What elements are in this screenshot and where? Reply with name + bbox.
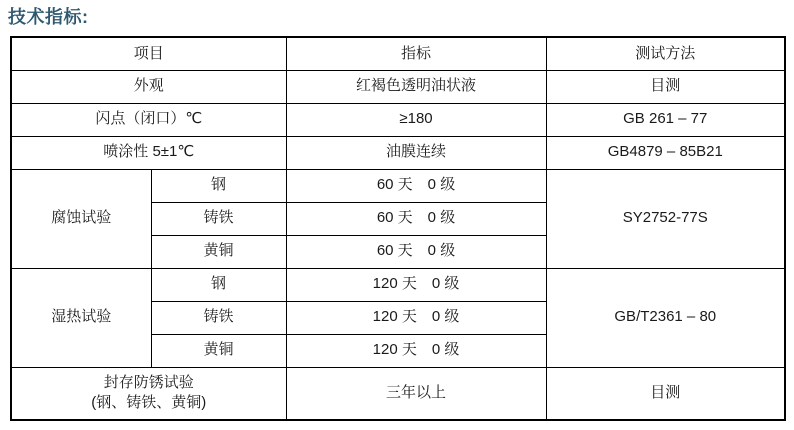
header-cell-item: 项目 [11, 37, 286, 70]
cell-sprayability-spec: 油膜连续 [286, 136, 546, 169]
table-row-appearance [11, 70, 785, 103]
table-header-row [11, 37, 785, 70]
cell-corrosion-steel-material: 钢 [151, 169, 286, 202]
page-title: 技术指标: [8, 7, 89, 27]
sealed-rust-item-line2: (钢、铸铁、黄铜) [91, 394, 207, 412]
cell-appearance-item: 外观 [11, 70, 286, 103]
table-row-flash-point [11, 103, 785, 136]
cell-sprayability-method: GB4879 – 85B21 [546, 136, 785, 169]
table-row-corrosion-steel [11, 169, 785, 202]
cell-sprayability-item: 喷涂性 5±1℃ [11, 136, 286, 169]
cell-damp-heat-steel-material: 钢 [151, 268, 286, 301]
table-row-sprayability [11, 136, 785, 169]
spec-table [10, 36, 786, 421]
cell-damp-heat-method: GB/T2361 – 80 [546, 268, 785, 367]
cell-corrosion-cast-iron-material: 铸铁 [151, 202, 286, 235]
table-row-damp-heat-steel [11, 268, 785, 301]
cell-flash-point-spec: ≥180 [286, 103, 546, 136]
cell-damp-heat-item: 湿热试验 [11, 268, 151, 367]
cell-damp-heat-cast-iron-spec: 120 天 0 级 [286, 301, 546, 334]
cell-corrosion-cast-iron-spec: 60 天 0 级 [286, 202, 546, 235]
cell-corrosion-brass-spec: 60 天 0 级 [286, 235, 546, 268]
cell-sealed-rust-item [11, 367, 286, 420]
header-cell-method: 测试方法 [546, 37, 785, 70]
cell-corrosion-item: 腐蚀试验 [11, 169, 151, 268]
cell-corrosion-method: SY2752-77S [546, 169, 785, 268]
cell-damp-heat-brass-spec: 120 天 0 级 [286, 334, 546, 367]
cell-flash-point-method: GB 261 – 77 [546, 103, 785, 136]
cell-flash-point-item: 闪点（闭口）℃ [11, 103, 286, 136]
cell-damp-heat-brass-material: 黄铜 [151, 334, 286, 367]
header-cell-spec: 指标 [286, 37, 546, 70]
table-row-sealed-rust [11, 367, 785, 420]
cell-sealed-rust-spec: 三年以上 [286, 367, 546, 420]
cell-appearance-spec: 红褐色透明油状液 [286, 70, 546, 103]
cell-corrosion-brass-material: 黄铜 [151, 235, 286, 268]
sealed-rust-item-line1: 封存防锈试验 [103, 374, 194, 391]
cell-damp-heat-cast-iron-material: 铸铁 [151, 301, 286, 334]
cell-corrosion-steel-spec: 60 天 0 级 [286, 169, 546, 202]
cell-sealed-rust-method: 目测 [546, 367, 785, 420]
cell-damp-heat-steel-spec: 120 天 0 级 [286, 268, 546, 301]
cell-appearance-method: 目测 [546, 70, 785, 103]
